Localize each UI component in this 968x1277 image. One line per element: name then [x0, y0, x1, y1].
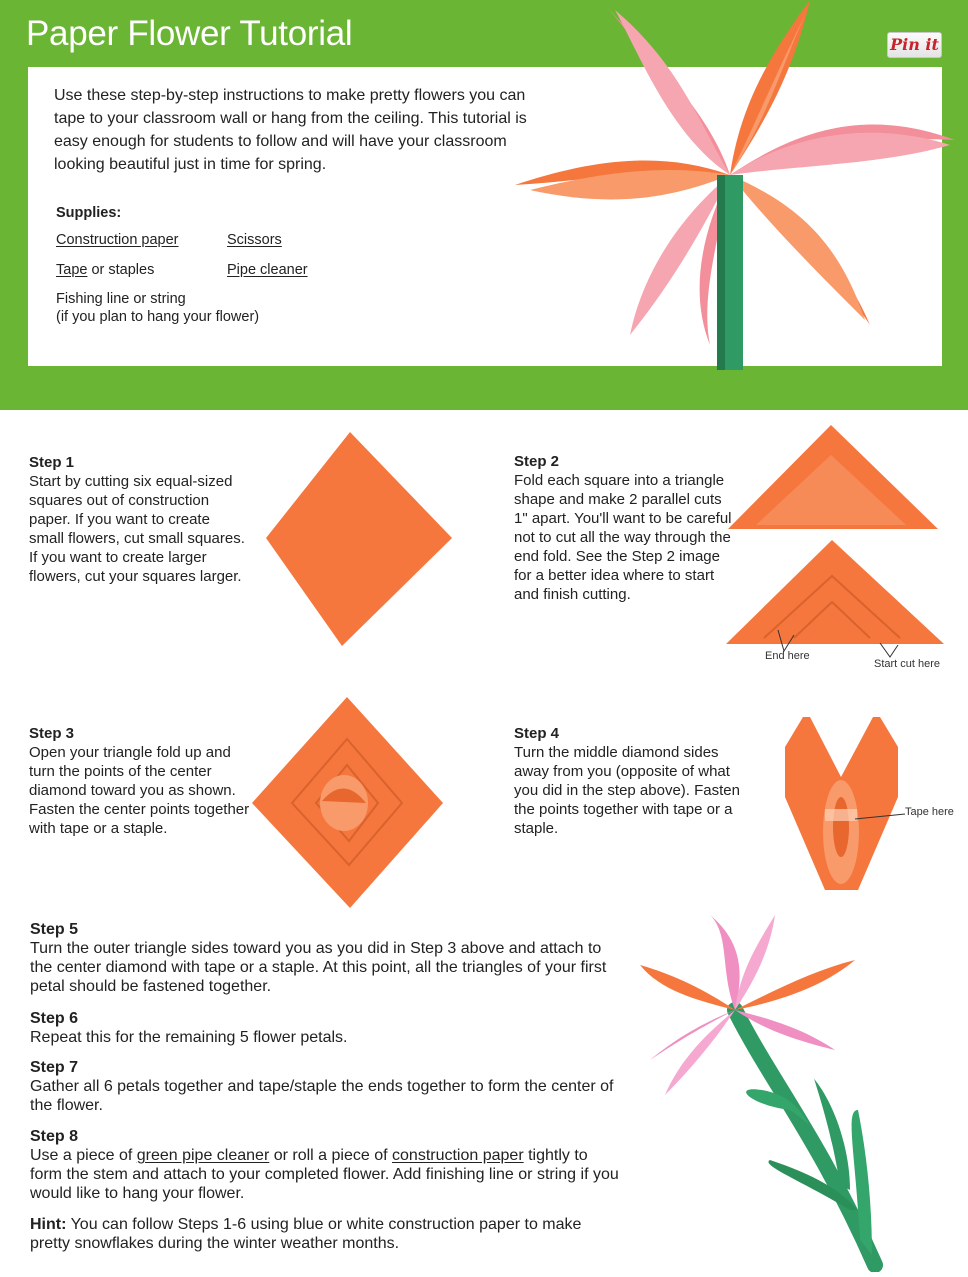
petal	[630, 175, 730, 345]
tape-link[interactable]: Tape	[56, 262, 88, 278]
hint-label: Hint:	[30, 1216, 67, 1233]
scissors-link[interactable]: Scissors	[227, 232, 282, 248]
end-here-label: End here	[765, 650, 810, 662]
step-8-text-1: Use a piece of	[30, 1147, 137, 1164]
step-2-text: Fold each square into a triangle shape and make 2 parallel cuts 1" apart. You'll want to be careful not to cut all the way through the end fold. See the Step 2 image for a better idea where to start and finish cutting.	[514, 472, 732, 603]
step-5-text: Turn the outer triangle sides toward you as you did in Step 3 above and attach to the center diamond with tape or a staple. At this point, all the triangles of your first petal should be fastened together.	[30, 940, 607, 995]
petal	[605, 5, 730, 175]
step-3-heading: Step 3	[29, 725, 75, 742]
fishing-line-item	[56, 290, 259, 326]
pipe-cleaner-link[interactable]: Pipe cleaner	[227, 262, 308, 278]
construction-paper-link-2[interactable]: construction paper	[392, 1147, 524, 1164]
petal	[515, 161, 730, 200]
fishing-line-note: (if you plan to hang your flower)	[56, 309, 260, 325]
step-8-text-3: tightly to form the stem and attach to your completed flower. Add finishing line or string if you would like to hang your flower.	[30, 1147, 619, 1202]
step-5-heading: Step 5	[30, 921, 79, 938]
step-8-heading: Step 8	[30, 1128, 79, 1145]
step-4-image	[785, 717, 900, 892]
step-1-image	[264, 430, 454, 648]
step-6-heading: Step 6	[30, 1010, 79, 1027]
step-1-text: Start by cutting six equal-sized squares out of construction paper. If you want to create small flowers, cut small squares. If you want to create larger flowers, cut your squares larger.	[29, 473, 245, 585]
tape-here-label: Tape here	[905, 806, 954, 818]
petal	[730, 175, 870, 325]
step-3-image	[250, 695, 445, 910]
petal	[730, 125, 955, 175]
finished-flower-image	[640, 910, 910, 1272]
construction-paper-link[interactable]: Construction paper	[56, 232, 179, 248]
intro-text: Use these step-by-step instructions to make pretty flowers you can tape to your classroom wall or hang from the ceiling. This tutorial is easy enough for students to follow and will have your classroom looking beautiful just in time for spring.	[54, 87, 527, 173]
page-title: Paper Flower Tutorial	[26, 14, 353, 53]
step-1-heading: Step 1	[29, 454, 75, 471]
step-6-text: Repeat this for the remaining 5 flower petals.	[30, 1029, 348, 1046]
step-7	[30, 1058, 620, 1115]
step-8-text-2: or roll a piece of	[269, 1147, 393, 1164]
step-5	[30, 920, 620, 996]
supplies-heading: Supplies:	[56, 205, 122, 221]
step-4-text: Turn the middle diamond sides away from you (opposite of what you did in the step above). Fasten the points together with tape or a staple.	[514, 744, 740, 837]
green-pipe-cleaner-link[interactable]: green pipe cleaner	[136, 1147, 270, 1164]
step-4	[514, 724, 754, 838]
step-2	[514, 452, 739, 604]
tape-suffix: or staples	[87, 262, 155, 278]
start-cut-here-label: Start cut here	[874, 658, 941, 670]
step-7-text: Gather all 6 petals together and tape/staple the ends together to form the center of the flower.	[30, 1078, 614, 1114]
step-2-triangle-image	[726, 423, 941, 533]
paper-flower-image	[505, 0, 965, 370]
step-2-heading: Step 2	[514, 453, 560, 470]
pin-it-button[interactable]: Pin it	[887, 32, 942, 58]
step-3	[29, 724, 259, 838]
tape-item	[56, 262, 154, 278]
hint-text: You can follow Steps 1-6 using blue or white construction paper to make pretty snowflakes during the winter weather months.	[30, 1216, 582, 1252]
step-1	[29, 453, 249, 586]
step-3-text: Open your triangle fold up and turn the points of the center diamond toward you as shown. Fasten the center points together with tape or a staple.	[29, 744, 250, 837]
step-7-heading: Step 7	[30, 1059, 79, 1076]
fishing-line-label: Fishing line or string	[56, 291, 186, 307]
tape-here-pointer	[855, 810, 907, 822]
hint	[30, 1215, 620, 1253]
step-4-heading: Step 4	[514, 725, 560, 742]
step-6	[30, 1009, 620, 1047]
step-8	[30, 1127, 620, 1203]
